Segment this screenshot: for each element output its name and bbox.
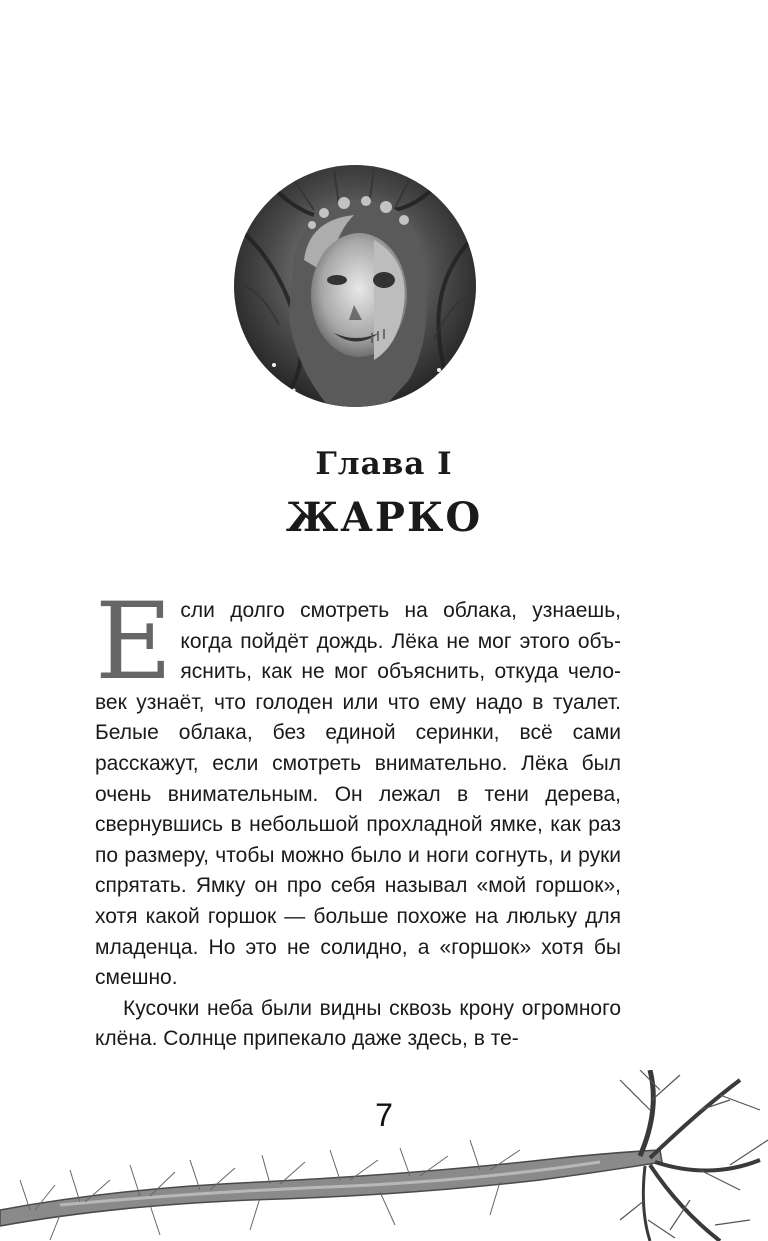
tree-branch-icon [0,1070,768,1241]
paragraph-text: сли долго смотреть на облака, узнаешь, когда пойдёт дождь. Лёка не мог этого объяснить, как не мог объяснить, откуда человек узнаёт, что голоден или что ему надо в туалет. Белые облака, без единой серинки, всё сами расскажут, если смотреть внимательно. Лёка был очень внимательным. Он лежал в тени дерева, свернувшись в небольшой прохладной ямке, как раз по размеру, чтобы можно было и ноги согнуть, и руки спрятать. Ямку он про себя называл «мой горшок», хотя какой горшок — больше похоже на люльку для младенца. Но это не солидно, а «горшок» хотя бы смешно. [95,599,621,990]
chapter-title: ЖАРКО [285,494,483,541]
chapter-illustration [234,165,476,407]
drop-cap: Е [95,580,173,703]
chapter-body [95,580,621,1055]
chapter-number: Глава I [315,446,453,482]
forest-spirit-portrait-icon [234,165,476,407]
page-number: 7 [375,1097,393,1133]
paragraph [95,580,621,994]
paragraph: Кусочки неба были видны сквозь крону огромного клёна. Солнце припекало даже здесь, в те- [95,996,621,1051]
